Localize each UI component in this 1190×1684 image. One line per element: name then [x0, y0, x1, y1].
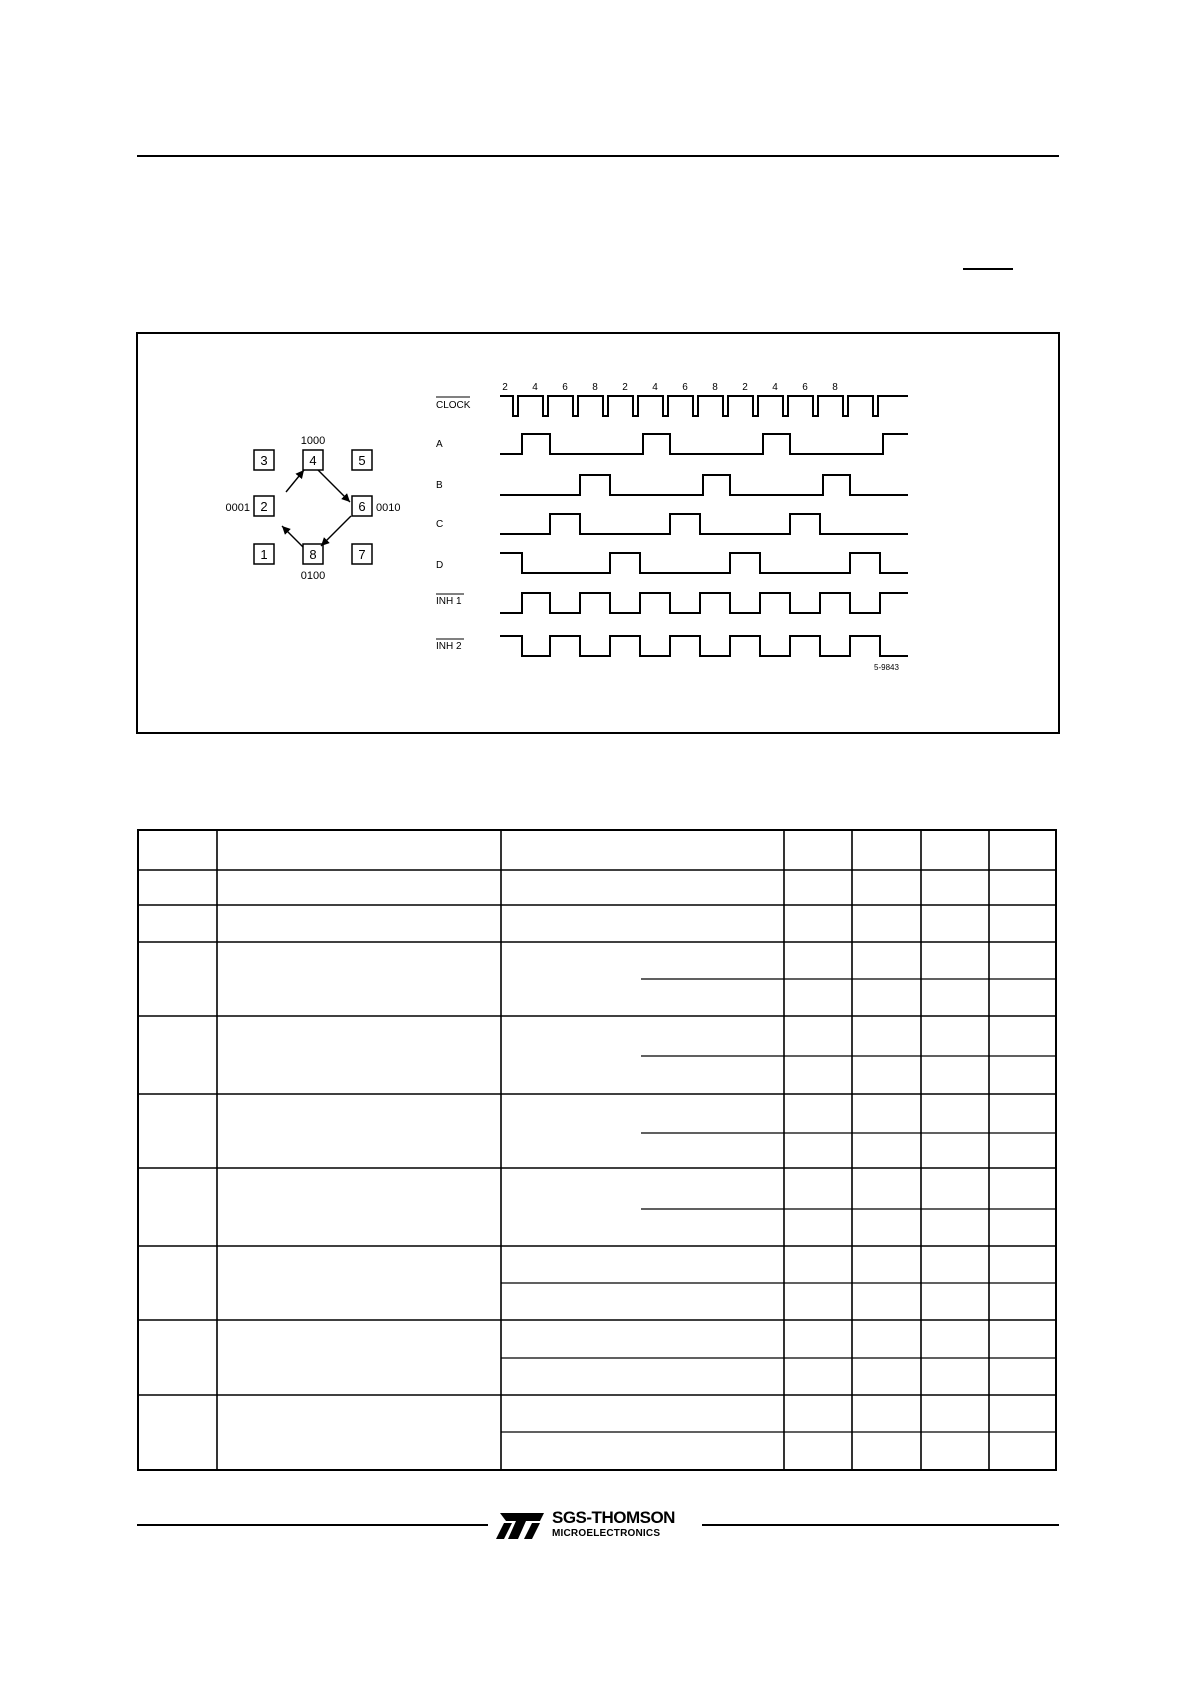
- arrow-4-6: [318, 470, 350, 502]
- signal-label-clock: CLOCK: [436, 400, 471, 411]
- footer-rule-left: [137, 1524, 488, 1526]
- state-4: [301, 435, 325, 470]
- brand-name: SGS-THOMSON: [552, 1508, 675, 1527]
- timing-figure: [138, 334, 1058, 732]
- state-5-label: 5: [358, 453, 366, 468]
- state-7-label: 7: [358, 547, 366, 562]
- waveform-inh2: [500, 636, 908, 656]
- signal-label-a: A: [436, 439, 443, 450]
- signal-label-d: D: [436, 560, 444, 571]
- state-7: [352, 544, 372, 564]
- clock-number: 2: [622, 382, 628, 393]
- brand-subtitle: MICROELECTRONICS: [552, 1528, 661, 1539]
- state-2: [226, 496, 274, 516]
- footer-logo: [494, 1508, 694, 1544]
- state-8-code: 0100: [300, 570, 326, 582]
- figure-box: [136, 332, 1060, 734]
- timing-labels: [436, 397, 471, 652]
- state-4-code: 1000: [300, 435, 326, 447]
- clock-number: 6: [802, 382, 808, 393]
- waveform-d: [500, 553, 908, 573]
- waveform-c: [500, 514, 908, 534]
- clock-number: 6: [682, 382, 688, 393]
- clock-number: 2: [742, 382, 748, 393]
- arrow-2-4: [286, 470, 304, 492]
- clock-number: 8: [832, 382, 838, 393]
- state-8: [301, 544, 325, 582]
- waveform-a: [500, 434, 908, 454]
- clock-number: 2: [502, 382, 508, 393]
- state-diagram: [226, 435, 401, 582]
- signal-label-b: B: [436, 480, 443, 491]
- state-3-label: 3: [260, 453, 268, 468]
- spec-table: [137, 829, 1057, 1471]
- state-4-label: 4: [309, 453, 317, 468]
- state-6-label: 6: [358, 499, 366, 514]
- arrow-6-8: [321, 516, 351, 546]
- clock-number: 4: [772, 382, 778, 393]
- waveforms: [500, 396, 908, 656]
- arrow-8-2: [282, 526, 303, 547]
- clock-number: 6: [562, 382, 568, 393]
- waveform-b: [500, 475, 908, 495]
- clock-numbers: [502, 382, 838, 393]
- state-6: [352, 496, 400, 516]
- st-logo-icon: [494, 1511, 548, 1541]
- clock-number: 4: [532, 382, 538, 393]
- waveform-clock: [500, 396, 908, 416]
- state-6-code: 0010: [376, 502, 401, 514]
- spec-table-grid: [139, 831, 1055, 1469]
- clock-number: 8: [592, 382, 598, 393]
- state-2-label: 2: [260, 499, 268, 514]
- signal-label-c: C: [436, 519, 444, 530]
- waveform-inh1: [500, 593, 908, 613]
- figure-code: 5-9843: [874, 663, 899, 672]
- clock-number: 4: [652, 382, 658, 393]
- overline-mark: [963, 268, 1013, 270]
- state-5: [352, 450, 372, 470]
- state-3: [254, 450, 274, 470]
- header-rule: [137, 155, 1059, 157]
- state-1-label: 1: [260, 547, 268, 562]
- state-8-label: 8: [309, 547, 317, 562]
- footer-rule-right: [702, 1524, 1059, 1526]
- state-1: [254, 544, 274, 564]
- clock-number: 8: [712, 382, 718, 393]
- state-2-code: 0001: [225, 502, 250, 514]
- signal-label-inh2: INH 2: [436, 641, 462, 652]
- signal-label-inh1: INH 1: [436, 596, 462, 607]
